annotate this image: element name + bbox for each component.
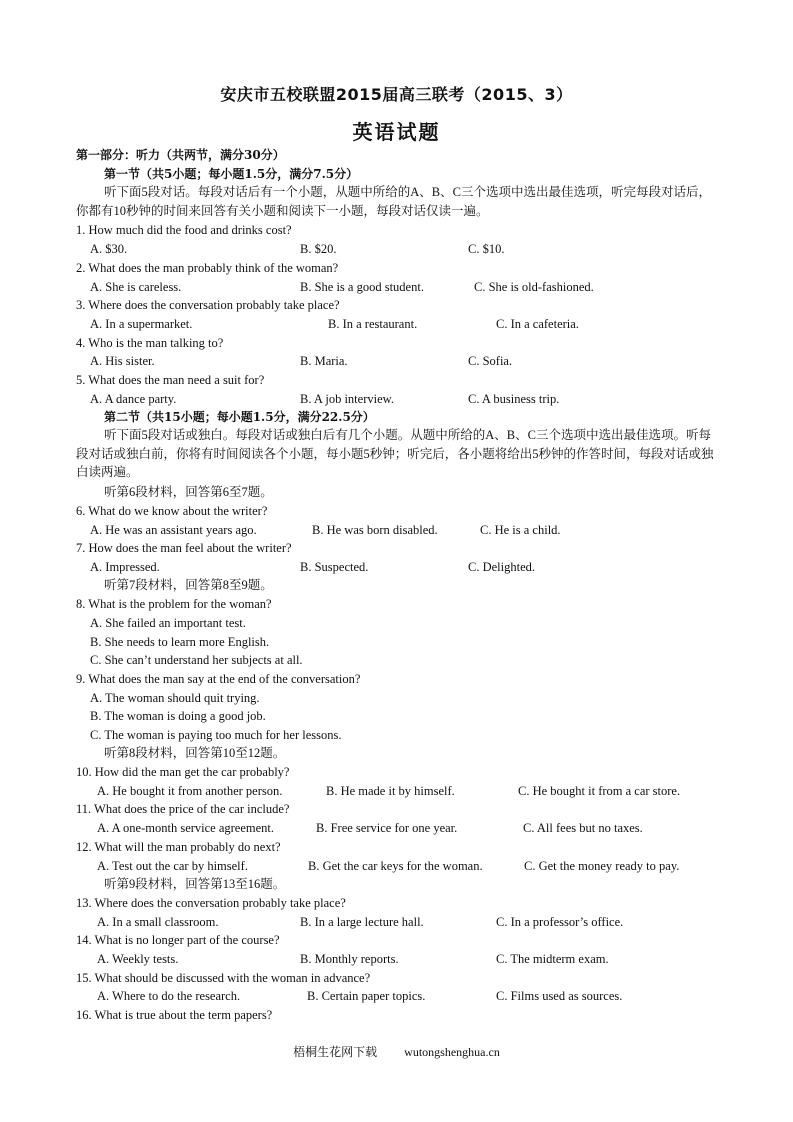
question-9: 9. What does the man say at the end of the conversation?	[76, 672, 361, 686]
section2-heading: 第二节（共15小题；每小题1.5分，满分22.5分）	[104, 410, 375, 424]
q3-option-a: A. In a supermarket.	[90, 317, 193, 331]
q11-option-c: C. All fees but no taxes.	[523, 821, 643, 835]
q14-option-b: B. Monthly reports.	[300, 952, 399, 966]
q4-option-c: C. Sofia.	[468, 354, 513, 368]
q5-option-c: C. A business trip.	[468, 392, 560, 406]
q14-option-c: C. The midterm exam.	[496, 952, 609, 966]
q15-option-b: B. Certain paper topics.	[307, 989, 426, 1003]
q11-option-b: B. Free service for one year.	[316, 821, 458, 835]
exam-title: 安庆市五校联盟2015届高三联考（2015、3）	[220, 85, 573, 104]
material-6-note: 听第6段材料，回答第6至7题。	[104, 485, 273, 499]
q3-option-b: B. In a restaurant.	[328, 317, 418, 331]
q1-option-b: B. $20.	[300, 242, 337, 256]
footer-site-url[interactable]: wutongshenghua.cn	[404, 1045, 500, 1059]
q10-option-a: A. He bought it from another person.	[97, 784, 283, 798]
q13-option-b: B. In a large lecture hall.	[300, 915, 424, 929]
section1-heading: 第一节（共5小题；每小题1.5分，满分7.5分）	[104, 167, 359, 181]
question-10: 10. How did the man get the car probably?	[76, 765, 290, 779]
exam-subtitle: 英语试题	[352, 120, 441, 144]
q8-option-a: A. She failed an important test.	[90, 616, 246, 630]
q6-option-c: C. He is a child.	[480, 523, 561, 537]
question-7: 7. How does the man feel about the writer?	[76, 541, 292, 555]
q9-option-a: A. The woman should quit trying.	[90, 691, 260, 705]
q15-option-a: A. Where to do the research.	[97, 989, 241, 1003]
q9-option-b: B. The woman is doing a good job.	[90, 709, 266, 723]
q8-option-c: C. She can’t understand her subjects at all.	[90, 653, 303, 667]
q11-option-a: A. A one-month service agreement.	[97, 821, 275, 835]
q3-option-c: C. In a cafeteria.	[496, 317, 579, 331]
section2-instructions: 听下面5段对话或独白。每段对话或独白后有几个小题。从题中所给的A、B、C三个选项中选出最佳选项。听每段对话或独白前，你将有时间阅读各个小题，每小题5秒钟；听完后，各小题将给出5秒钟的作答时间，每段对话或独白读两遍。	[76, 428, 714, 479]
question-6: 6. What do we know about the writer?	[76, 504, 268, 518]
question-11: 11. What does the price of the car include?	[76, 802, 290, 816]
q9-option-c: C. The woman is paying too much for her lessons.	[90, 728, 342, 742]
question-13: 13. Where does the conversation probably take place?	[76, 896, 346, 910]
material-7-note: 听第7段材料，回答第8至9题。	[104, 578, 273, 592]
q2-option-b: B. She is a good student.	[300, 280, 424, 294]
question-16: 16. What is true about the term papers?	[76, 1008, 273, 1022]
page-footer	[0, 1043, 793, 1060]
q6-option-b: B. He was born disabled.	[312, 523, 438, 537]
q8-option-b: B. She needs to learn more English.	[90, 635, 270, 649]
q1-option-a: A. $30.	[90, 242, 128, 256]
q7-option-c: C. Delighted.	[468, 560, 536, 574]
q5-option-a: A. A dance party.	[90, 392, 177, 406]
q2-option-a: A. She is careless.	[90, 280, 182, 294]
q6-option-a: A. He was an assistant years ago.	[90, 523, 257, 537]
q1-option-c: C. $10.	[468, 242, 505, 256]
question-2: 2. What does the man probably think of the woman?	[76, 261, 339, 275]
q5-option-b: B. A job interview.	[300, 392, 394, 406]
question-1: 1. How much did the food and drinks cost?	[76, 223, 292, 237]
section1-instructions: 听下面5段对话。每段对话后有一个小题，从题中所给的A、B、C三个选项中选出最佳选项，听完每段对话后，你都有10秒钟的时间来回答有关小题和阅读下一小题，每段对话仅读一遍。	[76, 185, 711, 218]
question-4: 4. Who is the man talking to?	[76, 336, 224, 350]
q12-option-a: A. Test out the car by himself.	[97, 859, 248, 873]
part1-heading: 第一部分：听力（共两节，满分30分）	[76, 148, 285, 162]
q2-option-c: C. She is old-fashioned.	[474, 280, 594, 294]
q10-option-c: C. He bought it from a car store.	[518, 784, 681, 798]
q15-option-c: C. Films used as sources.	[496, 989, 623, 1003]
question-8: 8. What is the problem for the woman?	[76, 597, 272, 611]
q7-option-a: A. Impressed.	[90, 560, 160, 574]
material-9-note: 听第9段材料，回答第13至16题。	[104, 877, 286, 891]
question-12: 12. What will the man probably do next?	[76, 840, 281, 854]
q13-option-c: C. In a professor’s office.	[496, 915, 624, 929]
q10-option-b: B. He made it by himself.	[326, 784, 455, 798]
q14-option-a: A. Weekly tests.	[97, 952, 179, 966]
q13-option-a: A. In a small classroom.	[97, 915, 219, 929]
question-5: 5. What does the man need a suit for?	[76, 373, 265, 387]
footer-site-name: 梧桐生花网下载	[293, 1045, 378, 1059]
q4-option-a: A. His sister.	[90, 354, 155, 368]
question-3: 3. Where does the conversation probably take place?	[76, 298, 340, 312]
q7-option-b: B. Suspected.	[300, 560, 369, 574]
question-15: 15. What should be discussed with the woman in advance?	[76, 971, 371, 985]
material-8-note: 听第8段材料，回答第10至12题。	[104, 746, 286, 760]
q4-option-b: B. Maria.	[300, 354, 348, 368]
q12-option-c: C. Get the money ready to pay.	[524, 859, 680, 873]
q12-option-b: B. Get the car keys for the woman.	[308, 859, 483, 873]
question-14: 14. What is no longer part of the course?	[76, 933, 280, 947]
